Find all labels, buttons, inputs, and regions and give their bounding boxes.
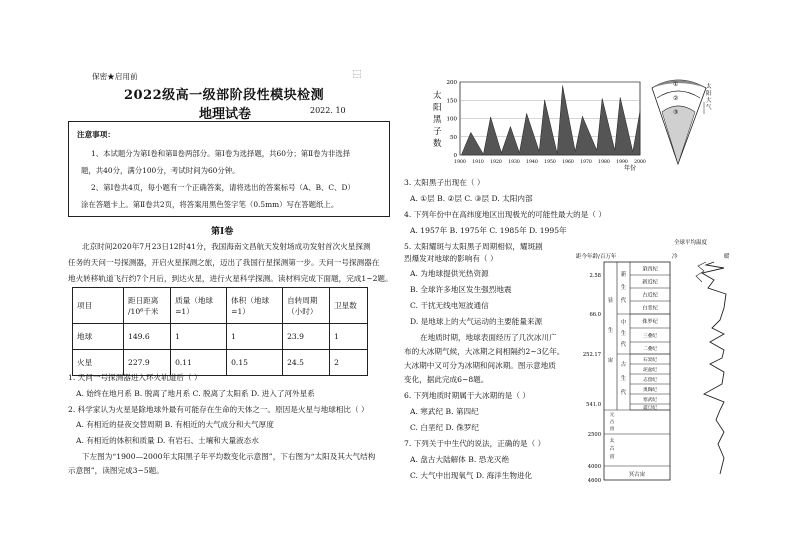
notice-line: 1、本试题分为第Ⅰ卷和第Ⅱ卷两部分。第Ⅰ卷为选择题，共60分；第Ⅱ卷为非选择	[91, 149, 351, 158]
geo-eon-label: 宙	[609, 454, 615, 460]
sunspot-chart	[428, 76, 648, 172]
exam-subtitle: 地理试卷	[199, 107, 252, 122]
geo-era-label: 代	[620, 298, 627, 304]
planet-table	[72, 287, 368, 376]
exam-title: 2022级高一级部阶段性模块检测	[124, 88, 325, 103]
sunspot-ylabel-char: 数	[433, 139, 442, 149]
layer-label: ③	[673, 109, 679, 116]
table-row	[73, 324, 368, 350]
sunspot-ytick: 50	[450, 134, 457, 141]
option-line: C. 白垩纪 D. 侏罗纪	[410, 423, 479, 432]
sun-atmosphere-label: 太阳大气	[706, 84, 712, 111]
geo-era-label: 代	[620, 390, 627, 396]
geo-eon-label: 宙	[609, 427, 615, 432]
layer-label: ②	[673, 95, 679, 102]
geo-era-label: 生	[620, 285, 627, 291]
geo-eon-label: 古	[609, 420, 615, 425]
secret-label: 保密★启用前	[92, 72, 138, 81]
geo-temp-label: 全球平均温度	[674, 240, 708, 246]
sunspot-ylabel-char: 子	[433, 127, 442, 137]
option-line: D. 是地球上的大气运动的主要能量来源	[410, 317, 543, 326]
sunspot-xtick: 1960	[562, 160, 574, 165]
sunspot-xtick: 1990	[616, 160, 628, 165]
question-line: 5. 太阳耀斑与太阳黑子周期相似，耀斑剧	[404, 242, 543, 251]
question-line: 3. 太阳黑子出现在（ ）	[404, 178, 485, 187]
table-header: 距日距离 /10⁶千米	[124, 288, 171, 324]
sunspot-ytick: 0	[453, 153, 457, 159]
geo-period-label: 二叠纪	[643, 347, 657, 353]
question-line: 烈爆发对地球的影响有（ ）	[404, 254, 498, 263]
option-line: C. 干扰无线电短波通信	[410, 301, 489, 310]
option-line: C. 大气中出现氧气 D. 海洋生物进化	[410, 471, 533, 480]
sunspot-xtick: 1980	[598, 160, 610, 165]
geo-eon-label: 冥古宙	[628, 472, 646, 478]
table-cell: 0.15	[227, 350, 283, 376]
passage-line: 变化，据此完成6~8题。	[404, 375, 489, 384]
option-line: A. 为地球提供光热资源	[410, 269, 489, 278]
geo-age-tick: 252.17	[582, 352, 601, 358]
option-line: A. 1957年 B. 1975年 C. 1985年 D. 1995年	[410, 226, 567, 235]
geo-era-label: 古	[620, 362, 627, 368]
geo-eon-label: 宙	[607, 358, 614, 364]
question-line: 1. 天问一号探测器进入环火轨道后（ ）	[68, 373, 202, 382]
geo-period-label: 白垩纪	[642, 305, 658, 312]
sunspot-xlabel: 年份	[624, 165, 637, 172]
table-cell: 149.6	[124, 324, 171, 350]
geo-eon-label: 元	[609, 413, 615, 418]
passage-line: 布的大冰期气候，大冰期之间相隔约2~3亿年。	[404, 347, 565, 356]
geo-eon-label: 古	[609, 446, 615, 452]
sunspot-xtick: 1950	[544, 160, 556, 165]
notice-heading: 注意事项：	[77, 130, 115, 139]
sunspot-xtick: 1920	[490, 160, 502, 165]
table-cell: 1	[330, 324, 368, 350]
sunspot-series	[462, 86, 640, 155]
question-line: 6. 下列地质时期属于大冰期的是（ ）	[404, 391, 530, 400]
geo-period-label: 寒武纪	[643, 398, 657, 404]
table-cell: 2	[330, 350, 368, 376]
geo-age-label: 距今年龄/百万年	[576, 254, 617, 260]
question-line: 下左图为“1900—2000年太阳黑子年平均数变化示意图”，下右图为“太阳及其大气结构	[82, 452, 376, 461]
question-line: 4. 下列年份中在高纬度地区出现极光的可能性最大的是（ ）	[404, 210, 606, 219]
sun-structure-diagram	[648, 74, 712, 170]
temperature-curve	[702, 262, 726, 474]
geo-age-tick: 66.0	[589, 312, 601, 318]
option-line: A. 有相近的体积和质量 D. 有岩石、土壤和大量液态水	[76, 436, 259, 445]
section-title: 第Ⅰ卷	[211, 227, 234, 237]
option-line: A. 有相近的昼夜交替周期 B. 有相近的大气成分和大气厚度	[76, 420, 274, 429]
sunspot-ylabel-char: 阳	[433, 103, 442, 113]
table-cell: 火星	[73, 350, 124, 376]
sunspot-ylabel-char: 黑	[433, 115, 442, 125]
geo-era-label: 生	[620, 331, 627, 337]
table-cell: 地球	[73, 324, 124, 350]
table-header: 卫星数	[330, 288, 368, 324]
table-header: 项目	[73, 288, 124, 324]
geo-period-label: 泥盆纪	[643, 368, 657, 374]
table-cell: 23.9	[283, 324, 330, 350]
geo-age-tick: 2500	[587, 432, 601, 438]
table-header: 质量（地球 =1）	[171, 288, 227, 324]
sunspot-xtick: 1900	[454, 160, 466, 165]
sunspot-ytick: 150	[446, 98, 457, 105]
sunspot-xtick: 2000	[634, 160, 646, 165]
geo-age-tick: 4600	[587, 478, 601, 484]
geo-period-label: 石炭纪	[643, 358, 657, 364]
option-line: A. ①层 B. ②层 C. ③层 D. 太阳内部	[410, 194, 533, 203]
sunspot-xtick: 1930	[508, 160, 520, 165]
table-cell: 0.11	[171, 350, 227, 376]
option-line: A. 始终在地月系 B. 脱离了地月系 C. 脱离了太阳系 D. 进入了河外星系	[76, 389, 315, 398]
question-line: 2. 科学家认为火星是除地球外最有可能存在生命的天体之一。原因是火星与地球相比（ ）	[68, 405, 369, 414]
passage-line: 大冰期中又可分为冰期和间冰期。图示意地质	[404, 361, 556, 370]
table-header: 自转周期 （小时）	[283, 288, 330, 324]
geo-eon-label: 太	[609, 438, 615, 444]
sunspot-xtick: 1940	[526, 160, 538, 165]
geo-era-label: 新	[620, 272, 627, 278]
geo-eon-label: 显	[607, 298, 614, 304]
geo-period-label: 古近纪	[642, 292, 658, 299]
geo-age-tick: 4000	[587, 464, 601, 470]
notice-box	[68, 121, 390, 217]
intro-line: 北京时间2020年7月23日12时41分，我国海南文昌航天发射场成功发射首次火星探测	[82, 242, 371, 251]
passage-line: 在地质时期，地球表面经历了几次冰川广	[420, 333, 557, 342]
geo-period-label: 奥陶纪	[643, 388, 657, 394]
geo-era-label: 代	[620, 342, 627, 348]
geo-era-label: 生	[620, 376, 627, 382]
exam-date: 2022. 10	[310, 106, 346, 115]
table-header: 体积（地球 =1）	[227, 288, 283, 324]
sunspot-xtick: 1910	[472, 160, 484, 165]
notice-line: 题，共40分，满分100分，考试时间为60分钟。	[81, 166, 240, 175]
sunspot-ylabel-char: 太	[433, 91, 442, 101]
geo-age-tick: 2.58	[589, 273, 601, 279]
sun-interior	[662, 106, 695, 164]
geo-period-label: 志留纪	[643, 378, 657, 384]
table-cell: 1	[171, 324, 227, 350]
intro-line: 任务的天问一号探测器，开启火星探测之旅，迈出了我国行星探测第一步。天问一号探测器在	[68, 258, 380, 267]
table-row	[73, 350, 368, 376]
geo-eon-label: 生	[607, 328, 614, 334]
geo-period-label: 侏罗纪	[642, 319, 658, 326]
geo-era-label: 中	[620, 320, 627, 326]
table-cell: 24.5	[283, 350, 330, 376]
geologic-time-chart	[574, 238, 750, 486]
option-line: B. 全球许多地区发生强烈地震	[410, 285, 512, 294]
geo-age-tick: 541.0	[586, 402, 601, 408]
corner-mark: ⿱	[353, 70, 361, 79]
option-line: A. 寒武纪 B. 第四纪	[410, 407, 479, 416]
geo-cold-label: 冷	[672, 254, 678, 260]
geo-period-label: 第四纪	[642, 266, 658, 273]
sunspot-ytick: 200	[446, 80, 457, 86]
option-line: A. 盘古大陆解体 B. 恐龙灭绝	[410, 455, 510, 464]
notice-line: 涂在答题卡上。第Ⅱ卷共2页，将答案用黑色签字笔（0.5mm）写在答题纸上。	[81, 200, 339, 209]
sunspot-ytick: 100	[446, 116, 457, 123]
geo-warm-label: 暖	[724, 254, 730, 260]
table-cell: 227.9	[124, 350, 171, 376]
question-line: 示意图”，读图完成3~5题。	[68, 466, 164, 475]
geo-period-label: 震旦纪	[643, 406, 657, 412]
geo-period-label: 新近纪	[642, 279, 658, 286]
notice-line: 2、第Ⅰ卷共4页，每小题有一个正确答案，请将选出的答案标号（A、B、C、D）	[91, 183, 355, 192]
intro-line: 地火转移轨道飞行约7个月后，到达火星，进行火星科学探测。读材料完成下面题，完成1~2题。	[68, 274, 393, 283]
question-line: 7. 下列关于中生代的说法，正确的是（ ）	[404, 439, 546, 448]
layer-label: ①	[673, 81, 679, 88]
sunspot-xtick: 1970	[580, 160, 592, 165]
table-cell: 1	[227, 324, 283, 350]
geo-period-label: 三叠纪	[643, 334, 657, 340]
